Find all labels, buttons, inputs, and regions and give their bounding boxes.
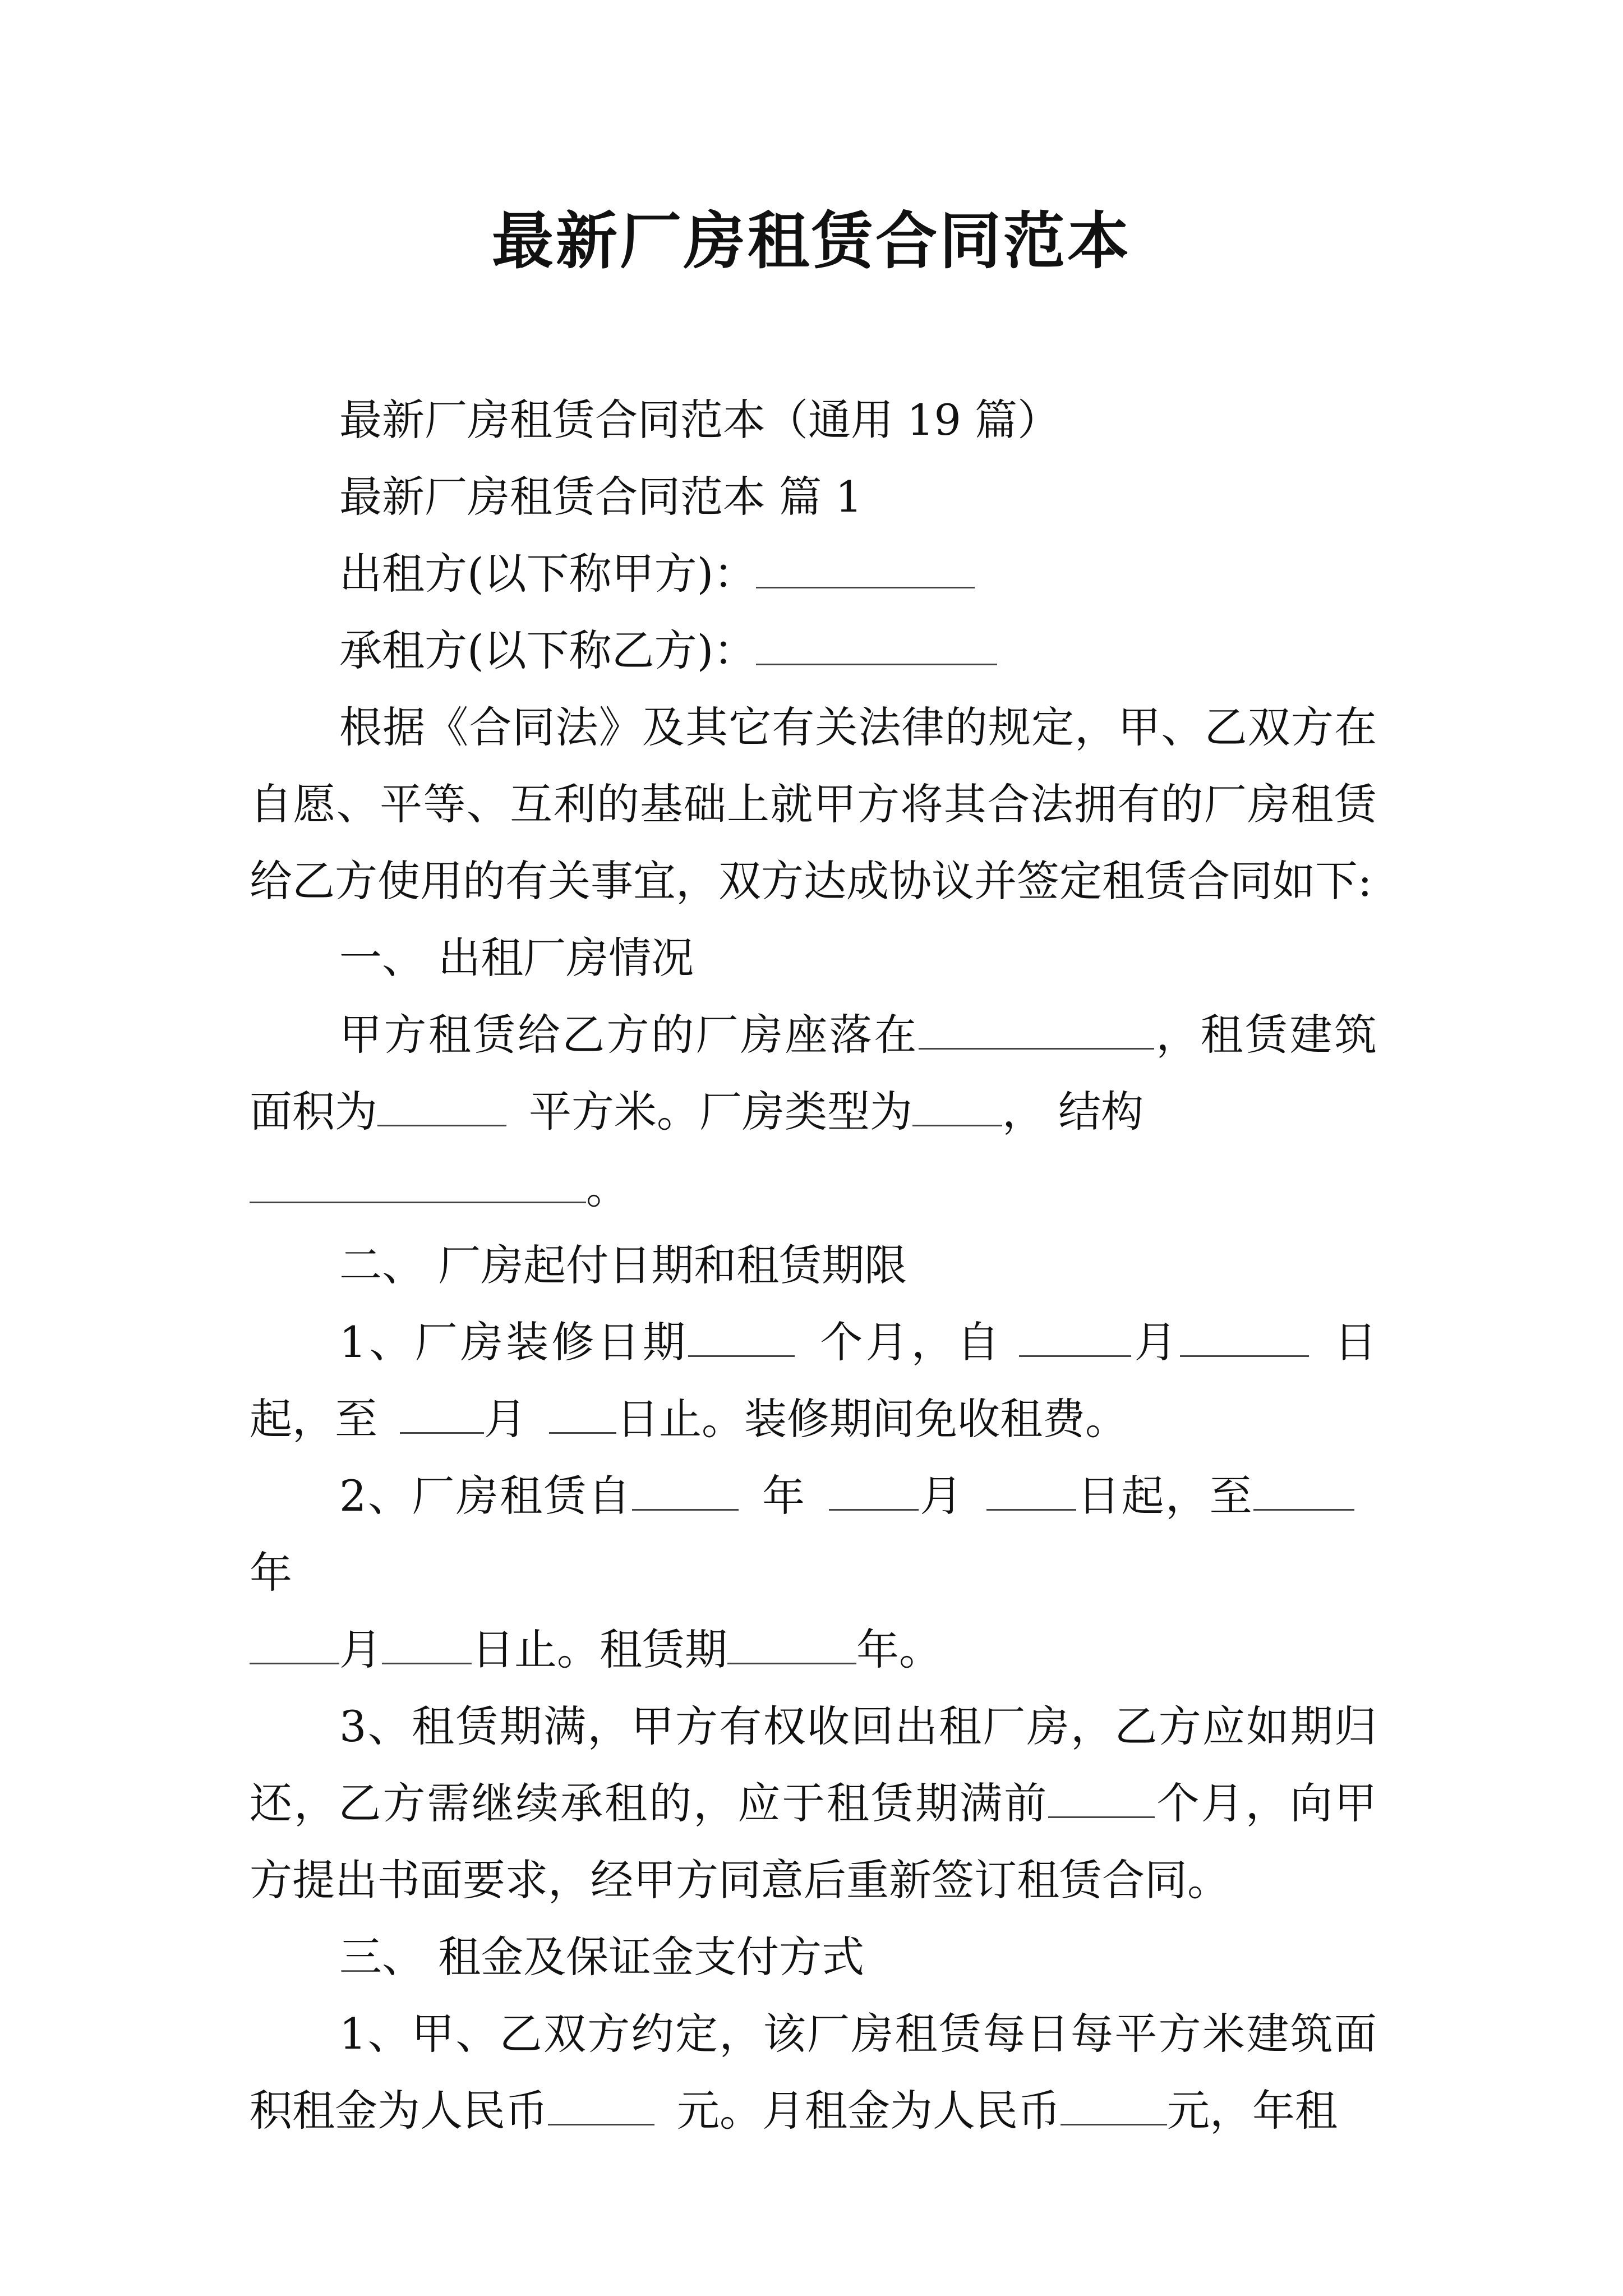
heading-section-3: 三、 租金及保证金支付方式 (339, 1932, 865, 1982)
document-title: 最新厂房租赁合同范本 (492, 205, 1131, 277)
text-segment: ， 结构 (1002, 1087, 1144, 1137)
text-segment: 日止。租赁期 (472, 1625, 727, 1674)
paragraph-lease-renewal (250, 1688, 1377, 1918)
month-blank (829, 1469, 919, 1511)
paragraph-preamble: 根据《合同法》及其它有关法律的规定，甲、乙双方在自愿、平等、互利的基础上就甲方将其合法拥有的厂房租赁给乙方使用的有关事宜，双方达成协议并签定租赁合同如下: (250, 702, 1377, 906)
paragraph-lessee (250, 612, 1377, 689)
day-blank (382, 1622, 472, 1664)
text-segment: 年 (760, 1471, 806, 1521)
months-blank (1048, 1776, 1155, 1818)
year-blank (632, 1469, 739, 1511)
text-segment: 。 (586, 1163, 629, 1213)
paragraph-factory-details (250, 996, 1377, 1227)
months-blank (688, 1315, 795, 1357)
type-blank (912, 1084, 1002, 1126)
text-segment: 日起，至 (250, 1317, 1377, 1444)
heading-section-2: 二、 厂房起付日期和租赁期限 (339, 1240, 907, 1290)
heading-section-1: 一、 出租厂房情况 (339, 933, 694, 983)
paragraph-decoration-period (250, 1304, 1377, 1457)
text-segment: 元。月租金为人民币 (677, 2086, 1061, 2136)
paragraph-subtitle: 最新厂房租赁合同范本（通用 19 篇） (339, 395, 1061, 445)
text-segment: 月 (918, 1471, 964, 1521)
lessee-label: 承租方(以下称乙方)： (339, 625, 757, 675)
text-segment: 1、厂房装修日期 (339, 1317, 689, 1367)
text-segment: 元，年租 (1167, 2086, 1338, 2136)
text-segment: 3、租赁期满，甲方有权收回出租厂房，乙方应如期归还，乙方需继续承租的，应于租赁期满前 (250, 1701, 1377, 1828)
text-segment: 月 (1131, 1317, 1180, 1367)
text-segment: 甲方租赁给乙方的厂房座落在 (339, 1010, 919, 1060)
structure-blank (250, 1161, 586, 1203)
text-segment: 年 (250, 1548, 292, 1598)
text-segment: 个月，向甲方提出书面要求，经甲方同意后重新签订租赁合同。 (250, 1778, 1377, 1905)
paragraph-lessor (250, 535, 1377, 612)
day-blank (1180, 1315, 1309, 1357)
paragraph-lease-term (250, 1457, 1377, 1688)
text-segment: 月 (484, 1394, 527, 1444)
month-blank (1019, 1315, 1131, 1357)
day-blank (549, 1392, 616, 1434)
paragraph-section-label: 最新厂房租赁合同范本 篇 1 (339, 472, 863, 522)
text-segment: 2、厂房租赁自 (339, 1471, 632, 1521)
text-segment: 年。 (856, 1625, 942, 1674)
lessor-label: 出租方(以下称甲方)： (339, 549, 757, 599)
month-blank (400, 1392, 484, 1434)
year-blank (1253, 1469, 1354, 1511)
lessor-blank (756, 546, 975, 588)
text-segment: 日止。装修期间免收租费。 (616, 1394, 1128, 1444)
monthly-rent-blank (1061, 2083, 1167, 2125)
text-segment: 1、甲、乙双方约定，该厂房租赁每日每平方米建筑面积租金为人民币 (250, 2009, 1377, 2136)
years-blank (727, 1622, 856, 1664)
area-blank (377, 1084, 506, 1126)
document-body (250, 381, 1377, 2149)
text-segment: 个月，自 (817, 1317, 1003, 1367)
paragraph-rent (250, 1995, 1377, 2149)
text-segment: ，租赁建筑面积为 (250, 1010, 1377, 1137)
day-blank (986, 1469, 1076, 1511)
text-segment: 平方米。厂房类型为 (529, 1087, 912, 1137)
daily-rent-blank (548, 2083, 654, 2125)
text-segment: 月 (339, 1625, 382, 1674)
month-blank (250, 1622, 339, 1664)
location-blank (919, 1007, 1154, 1050)
text-segment: 日起，至 (1076, 1471, 1254, 1521)
lessee-blank (756, 623, 997, 665)
